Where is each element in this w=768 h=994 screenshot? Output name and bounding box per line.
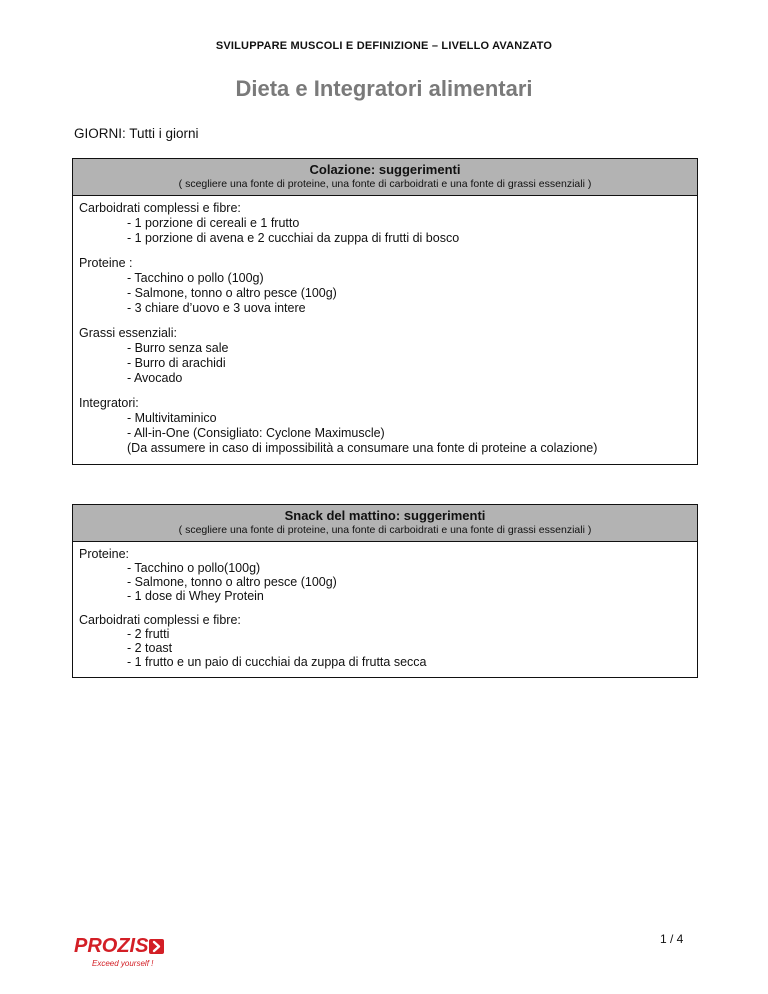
prozis-logo: [74, 935, 194, 968]
document-header: SVILUPPARE MUSCOLI E DEFINIZIONE – LIVELLO AVANZATO: [215, 40, 553, 52]
morning-snack-section: [72, 504, 698, 678]
list-item: - 1 frutto e un paio di cucchiai da zuppa di frutta secca: [127, 655, 427, 669]
food-group: [79, 547, 691, 603]
logo-text: PROZIS: [74, 935, 149, 957]
days-label: GIORNI: Tutti i giorni: [74, 126, 199, 141]
section-subtitle: ( scegliere una fonte di proteine, una fonte di carboidrati e una fonte di grassi essenziali ): [178, 178, 592, 190]
list-item: - Avocado: [127, 371, 183, 385]
food-group: [79, 201, 691, 246]
list-item: - Tacchino o pollo(100g): [127, 561, 261, 575]
list-item: - 3 chiare d’uovo e 3 uova intere: [127, 301, 306, 315]
section-title: Colazione: suggerimenti: [309, 162, 461, 177]
group-label: Proteine :: [79, 256, 133, 270]
group-label: Proteine:: [79, 547, 130, 561]
list-item: - Multivitaminico: [127, 411, 217, 425]
list-item: - Salmone, tonno o altro pesce (100g): [127, 286, 337, 300]
section-subtitle: ( scegliere una fonte di proteine, una fonte di carboidrati e una fonte di grassi essenziali ): [178, 524, 592, 536]
list-item: (Da assumere in caso di impossibilità a consumare una fonte di proteine a colazione): [127, 441, 598, 455]
list-item: - 1 porzione di avena e 2 cucchiai da zuppa di frutti di bosco: [127, 231, 460, 245]
page-title: Dieta e Integratori alimentari: [235, 76, 533, 101]
list-item: - Tacchino o pollo (100g): [127, 271, 264, 285]
arrow-right-icon: [149, 939, 164, 954]
page-number: 1 / 4: [660, 932, 684, 946]
food-group: [79, 613, 691, 669]
morning-snack-section-header: [73, 505, 697, 542]
group-label: Carboidrati complessi e fibre:: [79, 613, 241, 627]
food-group: [79, 396, 691, 456]
breakfast-section-body: [73, 196, 697, 464]
list-item: - Burro di arachidi: [127, 356, 226, 370]
list-item: - 1 dose di Whey Protein: [127, 589, 264, 603]
list-item: - Burro senza sale: [127, 341, 229, 355]
morning-snack-section-body: [73, 542, 697, 677]
group-label: Integratori:: [79, 396, 139, 410]
group-label: Carboidrati complessi e fibre:: [79, 201, 241, 215]
food-group: [79, 256, 691, 316]
group-label: Grassi essenziali:: [79, 326, 177, 340]
food-group: [79, 326, 691, 386]
list-item: - 1 porzione di cereali e 1 frutto: [127, 216, 300, 230]
list-item: - All-in-One (Consigliato: Cyclone Maximuscle): [127, 426, 385, 440]
list-item: - 2 frutti: [127, 627, 170, 641]
logo-tagline: Exceed yourself !: [92, 959, 154, 968]
list-item: - Salmone, tonno o altro pesce (100g): [127, 575, 337, 589]
breakfast-section-header: [73, 159, 697, 196]
list-item: - 2 toast: [127, 641, 173, 655]
breakfast-section: [72, 158, 698, 465]
section-title: Snack del mattino: suggerimenti: [284, 508, 486, 523]
